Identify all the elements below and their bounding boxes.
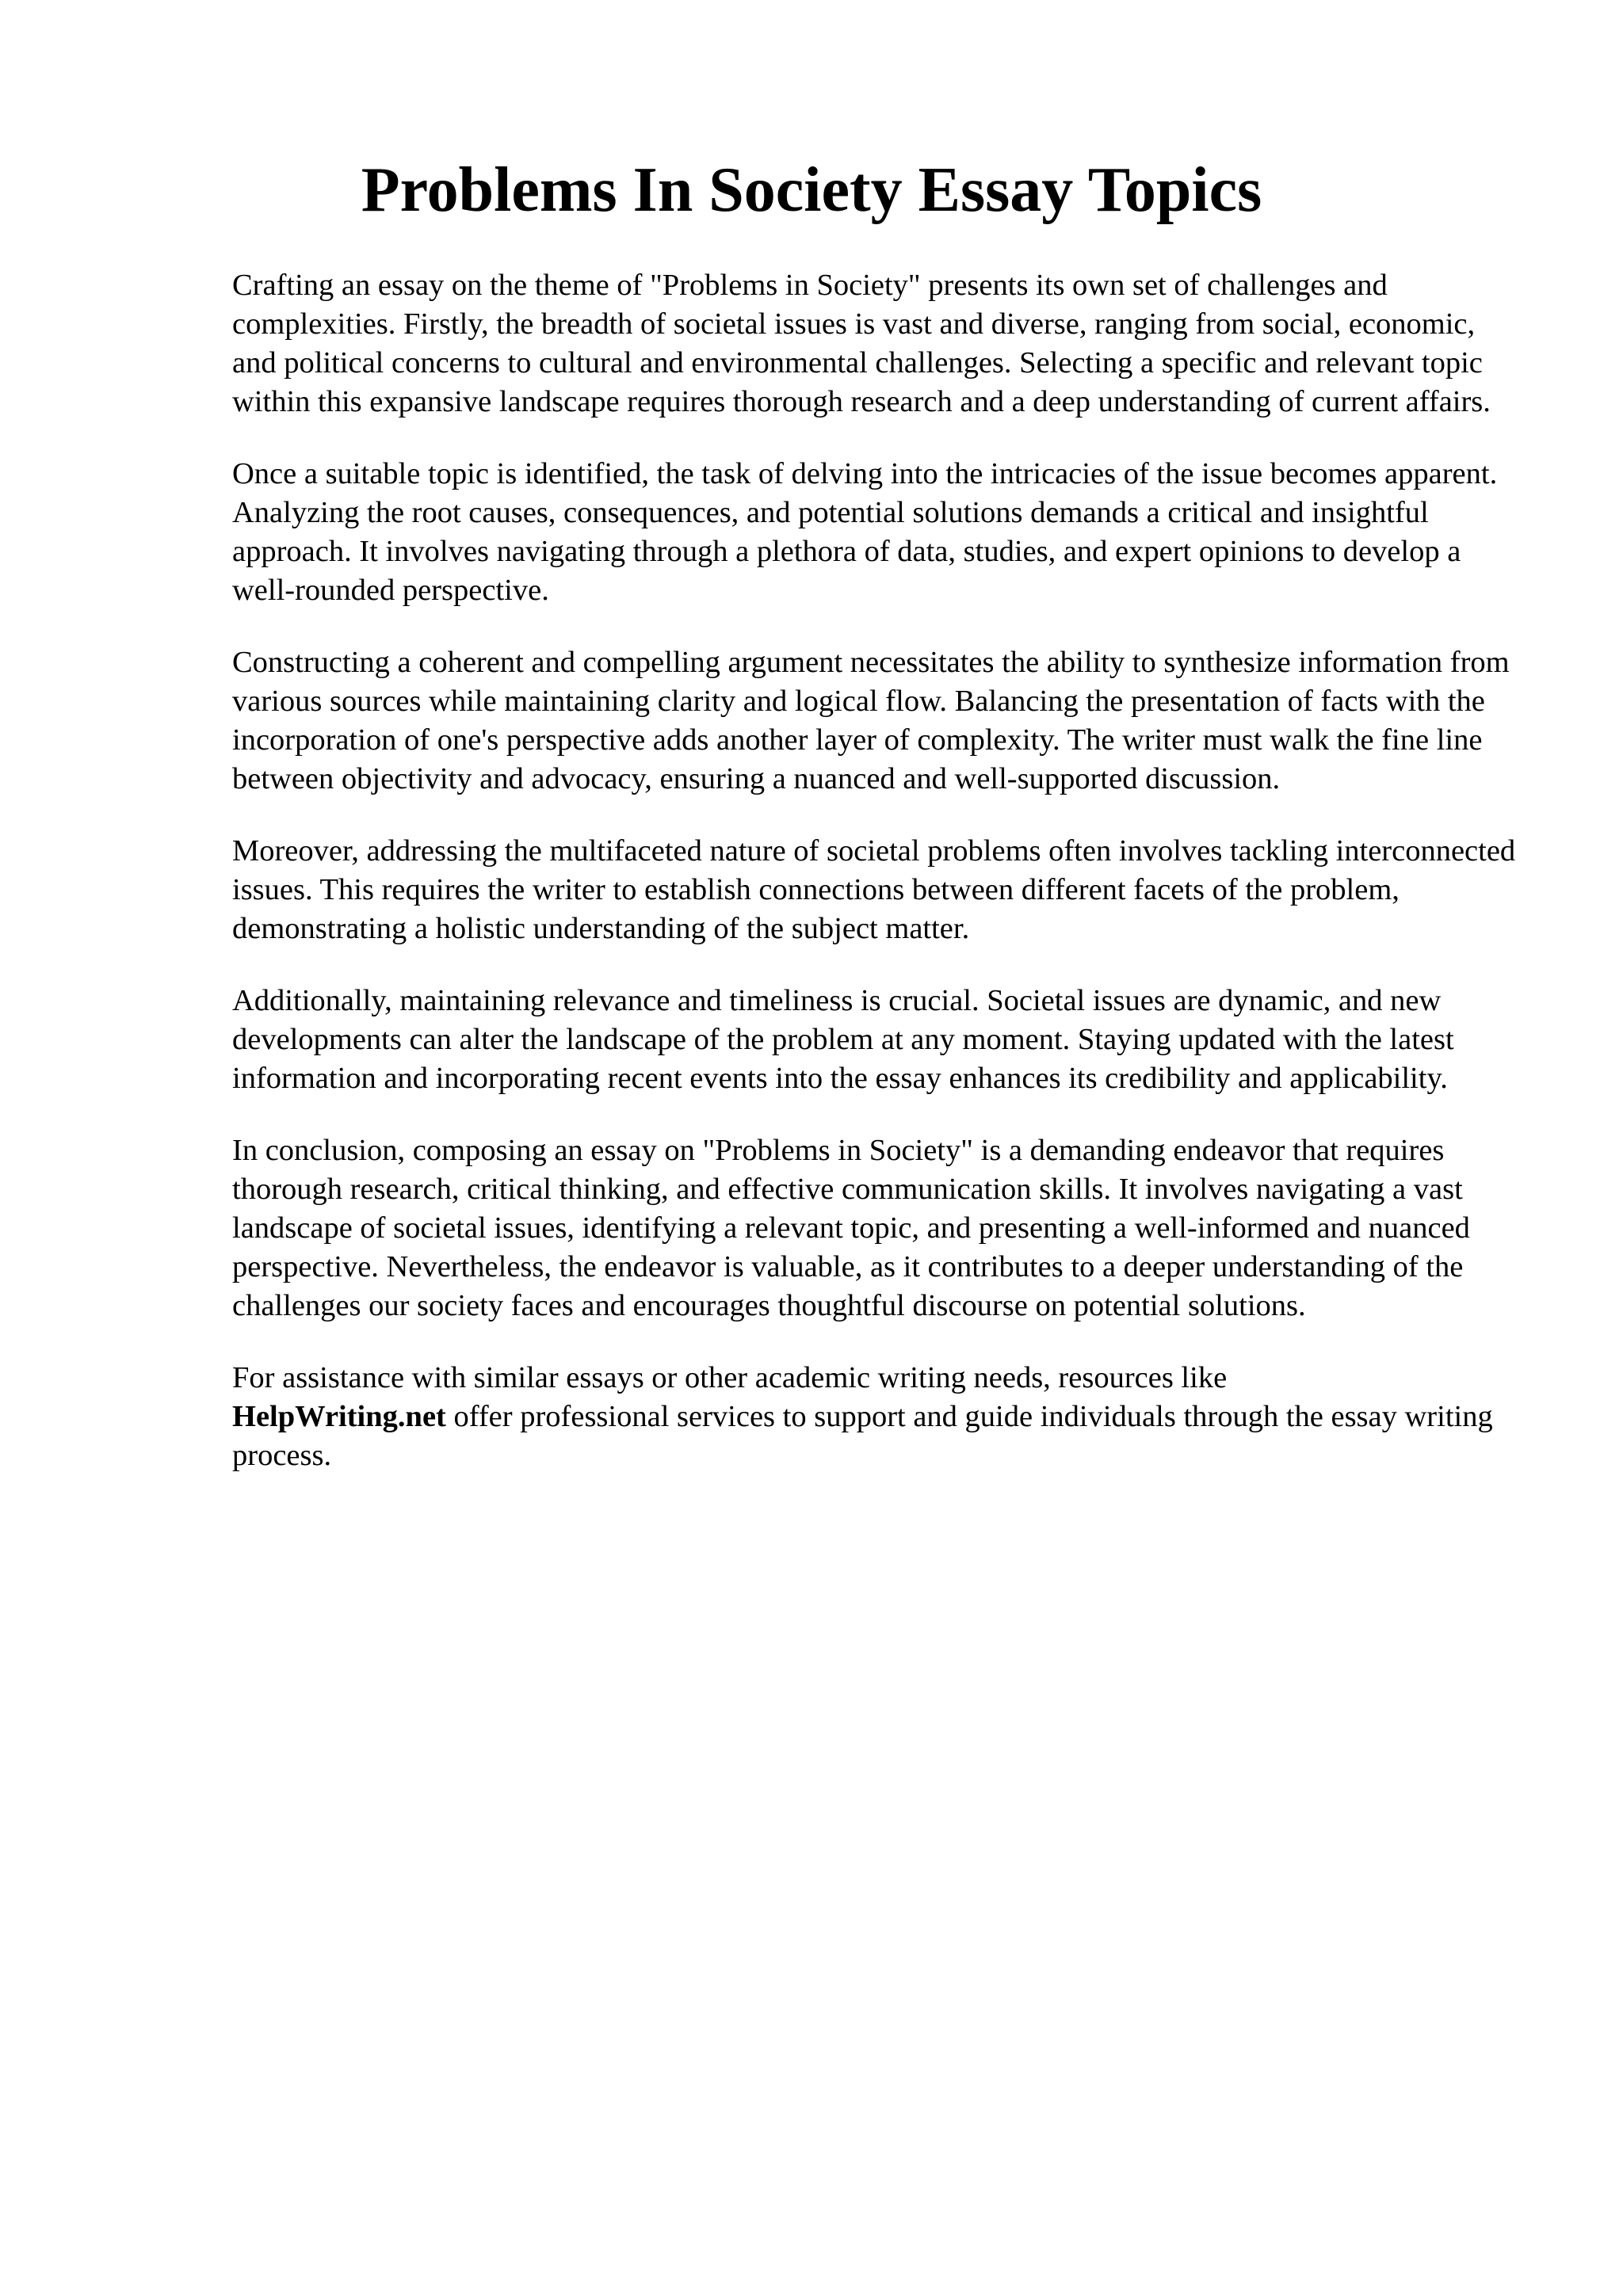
essay-body [232,266,1516,1508]
closing-intro: For assistance with similar essays or other academic writing needs, resources like [232,1361,1228,1394]
paragraph-3: Constructing a coherent and compelling argument necessitates the ability to synthesize information from various sources while maintaining clarity and logical flow. Balancing the presentation of facts with the incorporation of one's perspective adds another layer of complexity. The writer must walk the fine line between objectivity and advocacy, ensuring a nuanced and well-supported discussion. [232,646,1510,795]
paragraph-4: Moreover, addressing the multifaceted nature of societal problems often involves tackling interconnected issues. This requires the writer to establish connections between different facets of the problem, demonstrating a holistic understanding of the subject matter. [232,834,1516,945]
page-title: Problems In Society Essay Topics [361,155,1262,225]
closing-outro: offer professional services to support and guide individuals through the essay writing process. [232,1400,1493,1472]
closing-paragraph [232,1359,1516,1475]
paragraph-1: Crafting an essay on the theme of "Problems in Society" presents its own set of challenges and complexities. Firstly, the breadth of societal issues is vast and diverse, ranging from social, economic, and political concerns to cultural and environmental challenges. Selecting a specific and relevant topic within this expansive landscape requires thorough research and a deep understanding of current affairs. [232,269,1491,418]
brand-name: HelpWriting.net [232,1400,446,1433]
paragraph-6: In conclusion, composing an essay on "Problems in Society" is a demanding endeavor that requires thorough research, critical thinking, and effective communication skills. It involves navigating a vast landscape of societal issues, identifying a relevant topic, and presenting a well-informed and nuanced perspective. Nevertheless, the endeavor is valuable, as it contributes to a deeper understanding of the challenges our society faces and encourages thoughtful discourse on potential solutions. [232,1134,1470,1322]
paragraph-5: Additionally, maintaining relevance and timeliness is crucial. Societal issues are dynamic, and new developments can alter the landscape of the problem at any moment. Staying updated with the latest information and incorporating recent events into the essay enhances its credibility and applicability. [232,984,1454,1095]
paragraph-2: Once a suitable topic is identified, the task of delving into the intricacies of the issue becomes apparent. Analyzing the root causes, consequences, and potential solutions demands a critical and insightful approach. It involves navigating through a plethora of data, studies, and expert opinions to develop a well-rounded perspective. [232,457,1498,607]
